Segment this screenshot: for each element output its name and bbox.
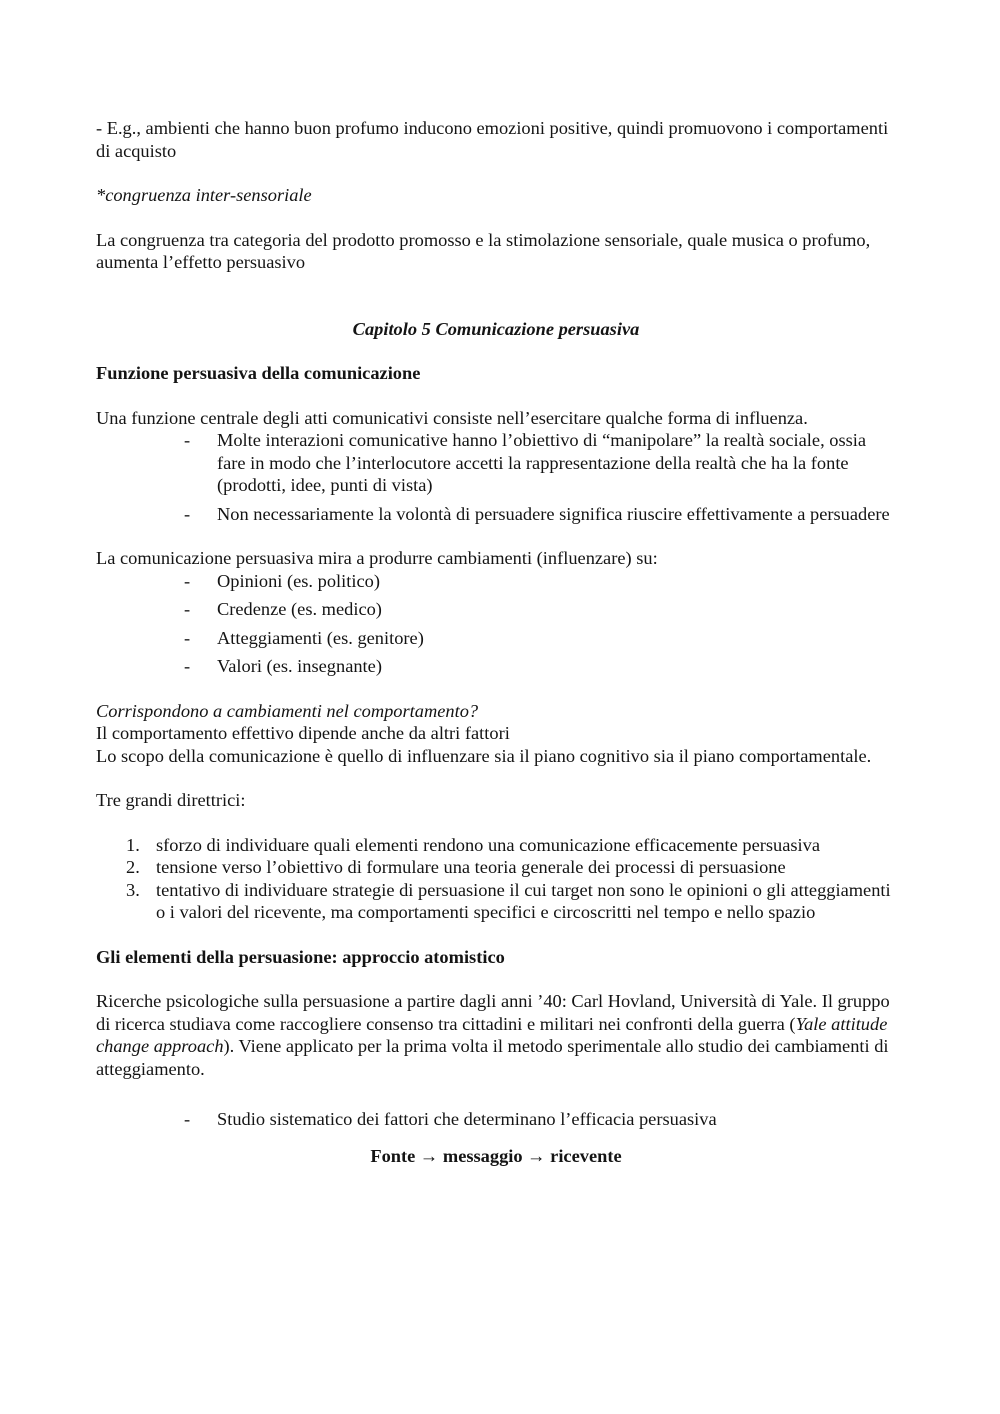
list-item xyxy=(96,655,896,678)
section-heading-persuasive-function: Funzione persuasiva della comunicazione xyxy=(96,363,421,383)
list-item xyxy=(96,429,896,497)
example-paragraph: - E.g., ambienti che hanno buon profumo inducono emozioni positive, quindi promuovono i comportamenti di acquisto xyxy=(96,118,889,161)
list-item xyxy=(96,856,896,879)
document-page xyxy=(96,117,896,1167)
list-item-text: tentativo di individuare strategie di persuasione il cui target non sono le opinioni o gli atteggiamenti o i valori del ricevente, ma comportamenti specifici e circoscritti nel tempo e nello spazio xyxy=(156,879,891,922)
research-text-start: Ricerche psicologiche sulla persuasione a partire dagli anni ’40: Carl Hovland, Università di Yale. Il gruppo di ricerca studiava come raccogliere consenso tra cittadini e militari nei confronti della guerra ( xyxy=(96,991,890,1034)
congruence-heading: *congruenza inter-sensoriale xyxy=(96,185,312,205)
list-item xyxy=(96,879,896,924)
list-number: 2. xyxy=(126,857,140,877)
dash-marker: - xyxy=(184,1109,191,1129)
section-heading-atomistic: Gli elementi della persuasione: approccio atomistico xyxy=(96,946,505,967)
dash-marker: - xyxy=(184,430,191,450)
list-item-text: sforzo di individuare quali elementi rendono una comunicazione efficacemente persuasiva xyxy=(156,834,821,855)
dash-marker: - xyxy=(184,627,191,648)
targets-bullet-list xyxy=(96,570,896,678)
persuasion-formula: Fonte → messaggio → ricevente xyxy=(370,1145,622,1166)
directrices-numbered-list xyxy=(96,834,896,924)
list-item-text: tensione verso l’obiettivo di formulare una teoria generale dei processi di persuasione xyxy=(156,857,786,877)
list-item-text: Molte interazioni comunicative hanno l’obiettivo di “manipolare” la realtà sociale, ossia fare in modo che l’interlocutore accetti la rappresentazione della realtà che ha la fonte (prodotti, idee, punti di vista) xyxy=(217,430,867,495)
list-item-text: Non necessariamente la volontà di persuadere significa riuscire effettivamente a persuadere xyxy=(217,503,890,524)
list-item xyxy=(96,503,896,526)
dash-marker: - xyxy=(184,570,191,591)
dash-marker: - xyxy=(184,656,191,676)
influence-bullet-list xyxy=(96,429,896,525)
behavior-line-2: Lo scopo della comunicazione è quello di influenzare sia il piano cognitivo sia il piano comportamentale. xyxy=(96,745,872,766)
list-item xyxy=(96,834,896,857)
list-item-text: Valori (es. insegnante) xyxy=(217,656,382,676)
dash-marker: - xyxy=(184,503,191,524)
dash-marker: - xyxy=(184,599,191,619)
list-number: 1. xyxy=(126,834,140,855)
persuasive-function-intro: Una funzione centrale degli atti comunicativi consiste nell’esercitare qualche forma di influenza. xyxy=(96,407,808,428)
research-text-end: ). Viene applicato per la prima volta il metodo sperimentale allo studio dei cambiamenti di atteggiamento. xyxy=(96,1036,889,1079)
list-item-text: Atteggiamenti (es. genitore) xyxy=(217,627,424,648)
list-item xyxy=(96,1108,896,1131)
behavior-question: Corrispondono a cambiamenti nel comportamento? xyxy=(96,700,479,721)
list-number: 3. xyxy=(126,879,140,900)
congruence-paragraph: La congruenza tra categoria del prodotto promosso e la stimolazione sensoriale, quale musica o profumo, aumenta l’effetto persuasivo xyxy=(96,229,871,272)
behavior-line-1: Il comportamento effettivo dipende anche da altri fattori xyxy=(96,723,510,743)
research-approach-name: Yale attitude change approach xyxy=(96,1013,888,1056)
list-item xyxy=(96,570,896,593)
chapter-title: Capitolo 5 Comunicazione persuasiva xyxy=(352,318,640,339)
list-item xyxy=(96,627,896,650)
list-item xyxy=(96,598,896,621)
list-item-text: Credenze (es. medico) xyxy=(217,599,382,619)
list-item-text: Opinioni (es. politico) xyxy=(217,570,380,591)
list-item-text: Studio sistematico dei fattori che determinano l’efficacia persuasiva xyxy=(217,1109,717,1129)
research-paragraph xyxy=(96,990,896,1080)
change-intro: La comunicazione persuasiva mira a produrre cambiamenti (influenzare) su: xyxy=(96,548,658,568)
directrices-intro: Tre grandi direttrici: xyxy=(96,790,246,810)
study-bullet-list xyxy=(96,1108,896,1131)
